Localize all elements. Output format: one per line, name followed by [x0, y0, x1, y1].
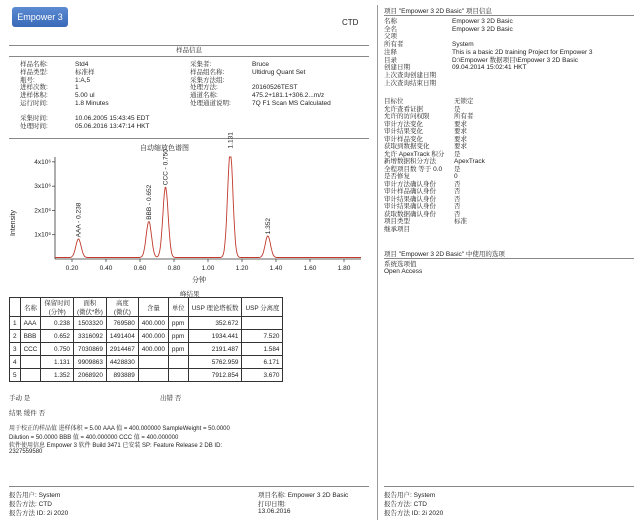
empower-logo: Empower 3: [12, 7, 68, 27]
project-option-key: 新增数据积分方法: [384, 158, 436, 165]
sample-field-key: 通道名称:: [190, 92, 218, 100]
footer-line: 报告用户: System: [384, 492, 436, 499]
project-field-key: 目录: [384, 56, 397, 64]
column-header: 单位: [168, 298, 188, 317]
project-option-key: 获取到数据变化: [384, 143, 430, 150]
table-cell: 7.520: [242, 330, 283, 343]
sample-field-value: 1.8 Minutes: [75, 100, 109, 107]
project-option-value: 0: [454, 173, 458, 180]
project-field-value: Empower 3 2D Basic: [452, 25, 513, 33]
page-divider: [377, 5, 378, 520]
project-field-value: 09.04.2014 15:02:41 HKT: [452, 64, 527, 72]
table-cell: ppm: [168, 317, 188, 330]
project-option-value: 否: [454, 210, 461, 218]
result-field: 结果 缓件 否: [9, 410, 46, 417]
column-header: 面积 (微伏*秒): [73, 298, 106, 317]
project-field-key: 注释: [384, 48, 397, 56]
table-row: [10, 343, 283, 356]
table-cell: [20, 369, 41, 382]
project-option-key: 审计样品确认身份: [384, 188, 436, 195]
project-option-value: 否: [454, 195, 461, 203]
sample-info-title: 样品信息: [9, 45, 369, 57]
project-option-value: 是: [454, 150, 461, 158]
project-option-value: 否: [454, 203, 461, 210]
column-header: 含量: [138, 298, 168, 317]
table-cell: [168, 369, 188, 382]
project-field: [384, 78, 452, 87]
peak-results-table: [9, 297, 283, 382]
project-field-value: Empower 3 2D Basic: [452, 18, 513, 25]
table-cell: 3316092: [73, 330, 106, 343]
project-field-value: This is a basic 2D training Project for Empower 3: [452, 48, 593, 56]
project-option-key: 审计方法变化: [384, 120, 423, 128]
table-cell: 2191.487: [188, 343, 242, 356]
project-option: [384, 224, 454, 233]
table-cell: CCC: [20, 343, 41, 356]
project-option-key: 允许的访问权限: [384, 113, 430, 120]
peak-results-title: 峰结果: [180, 291, 200, 298]
x-tick-label: 1.40: [269, 265, 283, 272]
project-field-value: D:\Empower 数据项目\Empower 3 2D Basic: [452, 56, 579, 64]
project-option-key: 允许 ApexTrack 积分: [384, 150, 445, 158]
chromatogram-trace: [55, 157, 361, 258]
project-option-value: ApexTrack: [454, 158, 485, 165]
project-option-value: 无锁定: [454, 98, 474, 105]
divider: [9, 138, 369, 139]
sample-field-key: 样品组名称:: [190, 68, 225, 76]
table-row: [10, 330, 283, 343]
table-cell: 4: [10, 356, 21, 369]
table-cell: [168, 356, 188, 369]
table-cell: [138, 369, 168, 382]
sample-field-value: Ultidrug Quant Set: [252, 68, 306, 76]
footer-line: 报告方法: CTD: [9, 501, 52, 508]
project-field-key: 名称: [384, 18, 397, 25]
project-option-value: 是: [454, 165, 461, 173]
table-cell: 5762.959: [188, 356, 242, 369]
sample-field: [190, 98, 331, 107]
table-cell: 0.652: [41, 330, 74, 343]
peak-label: 1.352: [264, 218, 272, 235]
footer-line: 项目名称: Empower 3 2D Basic: [258, 492, 349, 499]
table-cell: 1: [10, 317, 21, 330]
report-method-label: CTD: [342, 18, 359, 27]
table-cell: 4428830: [106, 356, 138, 369]
project-option-key: 允许查看证据: [384, 105, 423, 113]
x-tick-label: 1.60: [303, 265, 317, 272]
table-cell: ppm: [168, 343, 188, 356]
footer-divider-right: [384, 486, 634, 487]
project-option-value: 要求: [454, 120, 467, 128]
table-cell: 400.000: [138, 317, 168, 330]
table-cell: 7912.854: [188, 369, 242, 382]
footer-line: 13.06.2016: [258, 508, 291, 515]
sample-field-key: 样品类型:: [20, 68, 48, 76]
footer-line: 打印日期:: [258, 501, 286, 508]
table-cell: 400.000: [138, 343, 168, 356]
project-option-value: 标准: [454, 218, 467, 225]
x-tick-label: 1.20: [235, 265, 249, 272]
footer-divider: [9, 486, 369, 487]
project-option-key: 审计方法确认身份: [384, 180, 436, 188]
project-option-key: 目标位: [384, 98, 404, 105]
table-cell: 6.171: [242, 356, 283, 369]
project-option-value: 要求: [454, 128, 467, 135]
column-header: 名称: [20, 298, 41, 317]
sample-field-value: Std4: [75, 61, 89, 68]
y-tick-label: 3x10⁶: [34, 183, 51, 191]
table-cell: 1934.441: [188, 330, 242, 343]
note-line: 软件使用信息 Empower 3 软件 Build 3471 已安装 SP: Feature Release 2 DB ID:: [9, 443, 223, 449]
table-row: [10, 356, 283, 369]
table-cell: 352.672: [188, 317, 242, 330]
footer-line: 报告用户: System: [9, 492, 61, 499]
table-cell: 7030869: [73, 343, 106, 356]
x-tick-label: 0.60: [133, 265, 147, 272]
y-tick-label: 1x10⁶: [34, 231, 51, 239]
sample-date-key: 采集时间:: [20, 115, 48, 122]
project-option-value: 否: [454, 188, 461, 195]
peak-label: 1.131: [227, 132, 235, 149]
sample-field-value: 7Q F1 Scan MS Calculated: [252, 100, 331, 107]
table-cell: 1491404: [106, 330, 138, 343]
table-cell: 3.670: [242, 369, 283, 382]
sample-field-value: 5.00 ul: [75, 92, 95, 100]
note-line: 2327559580: [9, 448, 43, 455]
sample-field-value: 475.2+181.1+306.2...m/z: [252, 92, 325, 100]
sample-field-value: 标准样: [75, 68, 95, 76]
project-option-key: 全程项目数 等于 0.0: [384, 165, 443, 173]
sample-date: [20, 121, 149, 130]
table-cell: 2914467: [106, 343, 138, 356]
project-field-key: 父项: [384, 33, 397, 41]
y-tick-label: 2x10⁶: [34, 207, 51, 215]
x-tick-label: 0.80: [167, 265, 181, 272]
table-cell: 400.000: [138, 330, 168, 343]
project-option-value: 所有者: [454, 113, 474, 120]
table-cell: 2068920: [73, 369, 106, 382]
x-tick-label: 0.40: [99, 265, 113, 272]
project-option-key: 审计样品变化: [384, 135, 423, 143]
table-cell: BBB: [20, 330, 41, 343]
table-cell: 9909863: [73, 356, 106, 369]
project-field-key: 上次查询创建日期: [384, 71, 436, 79]
note-line: Dilution = 50.0000 BBB 值 = 400.000000 CCC 值 = 400.000000: [9, 434, 179, 441]
table-cell: 1.131: [41, 356, 74, 369]
x-tick-label: 1.00: [201, 265, 215, 272]
project-option-key: 审计结果确认身份: [384, 203, 436, 210]
peak-label: BBB - 0.652: [145, 184, 153, 220]
project-option-key: 审计结果确认身份: [384, 195, 436, 203]
sample-field-value: 1: [75, 84, 79, 92]
project-option-key: 继承项目: [384, 225, 410, 233]
tablespace-row: Open Access: [384, 268, 423, 275]
sample-field-value: 1:A,5: [75, 76, 91, 84]
sample-field-key: 处理通道说明:: [190, 100, 231, 107]
project-option-key: 获取数据确认身份: [384, 210, 436, 218]
chromatogram-title: 自动缩放色谱图: [140, 145, 189, 152]
peak-label: CCC - 0.750: [162, 149, 170, 186]
sample-field-key: 运行时间:: [20, 100, 48, 107]
table-cell: 5: [10, 369, 21, 382]
table-row: [10, 317, 283, 330]
table-cell: [242, 317, 283, 330]
sample-field-key: 进样次数:: [20, 84, 48, 92]
table-cell: 893889: [106, 369, 138, 382]
project-option-key: 项目类型: [384, 218, 410, 225]
y-tick-label: 4x10⁶: [34, 158, 51, 166]
project-option-value: 是: [454, 105, 461, 113]
sample-field: [20, 98, 109, 107]
project-field-key: 创建日期: [384, 64, 410, 72]
footer-line: 报告方法 ID: 2i 2020: [9, 510, 69, 517]
project-field-value: System: [452, 41, 474, 49]
sample-date-key: 处理时间:: [20, 122, 48, 130]
column-header: USP 理论塔板数: [188, 298, 242, 317]
table-row: [10, 369, 283, 382]
project-info-title: 项目 "Empower 3 2D Basic" 项目信息: [384, 6, 634, 16]
table-cell: [138, 356, 168, 369]
x-tick-label: 0.20: [65, 265, 79, 272]
sample-field-key: 采集方法组:: [190, 76, 225, 84]
table-cell: 1.352: [41, 369, 74, 382]
manual-field: 手动 是: [9, 395, 31, 402]
x-axis-label: 分钟: [192, 277, 206, 284]
tablespace-row: 系统选项值: [384, 261, 417, 268]
project-option-value: 要求: [454, 135, 467, 143]
sample-field-key: 处理方法:: [190, 84, 218, 92]
sample-field-key: 瓶号:: [20, 76, 35, 84]
table-cell: 769580: [106, 317, 138, 330]
project-option-key: 审计结果变化: [384, 128, 423, 135]
column-header: 高度 (微伏): [106, 298, 138, 317]
sample-date-value: 10.06.2005 15:43:45 EDT: [75, 115, 150, 122]
footer-line: 报告方法 ID: 2i 2020: [384, 510, 444, 517]
table-cell: 0.750: [41, 343, 74, 356]
column-header: 保留时间 (分钟): [41, 298, 74, 317]
sample-field-key: 采集者:: [190, 61, 212, 68]
tablespace-title: 项目 "Empower 3 2D Basic" 中使用的选项: [384, 249, 634, 259]
project-field-key: 上次查询结束日期: [384, 79, 436, 87]
project-field-key: 所有者: [384, 41, 404, 49]
project-option-value: 否: [454, 180, 461, 188]
sample-field-key: 进样体积:: [20, 92, 48, 100]
sample-field-key: 样品名称:: [20, 61, 48, 68]
peak-label: AAA - 0.238: [75, 202, 83, 238]
table-cell: 1.584: [242, 343, 283, 356]
sample-date-value: 05.06.2016 13:47:14 HKT: [75, 122, 150, 130]
table-cell: [20, 356, 41, 369]
table-cell: 1503320: [73, 317, 106, 330]
sample-field-value: Bruce: [252, 61, 269, 68]
y-axis-label: Intensity: [10, 209, 17, 237]
project-option-value: 要求: [454, 143, 467, 150]
project-field-key: 全名: [384, 25, 397, 33]
table-cell: 3: [10, 343, 21, 356]
sample-field-value: 20160526TEST: [252, 84, 298, 92]
exported-field: 出错 否: [160, 395, 182, 402]
table-cell: ppm: [168, 330, 188, 343]
note-line: 用于校正的样品值 进样体积 = 5.00 AAA 值 = 400.000000 SampleWeight = 50.0000: [9, 426, 230, 432]
column-header: [10, 298, 21, 317]
table-cell: AAA: [20, 317, 41, 330]
table-cell: 2: [10, 330, 21, 343]
footer-line: 报告方法: CTD: [384, 501, 427, 508]
x-tick-label: 1.80: [337, 265, 351, 272]
column-header: USP 分离度: [242, 298, 283, 317]
project-option-key: 是否修复: [384, 173, 410, 180]
table-cell: 0.238: [41, 317, 74, 330]
